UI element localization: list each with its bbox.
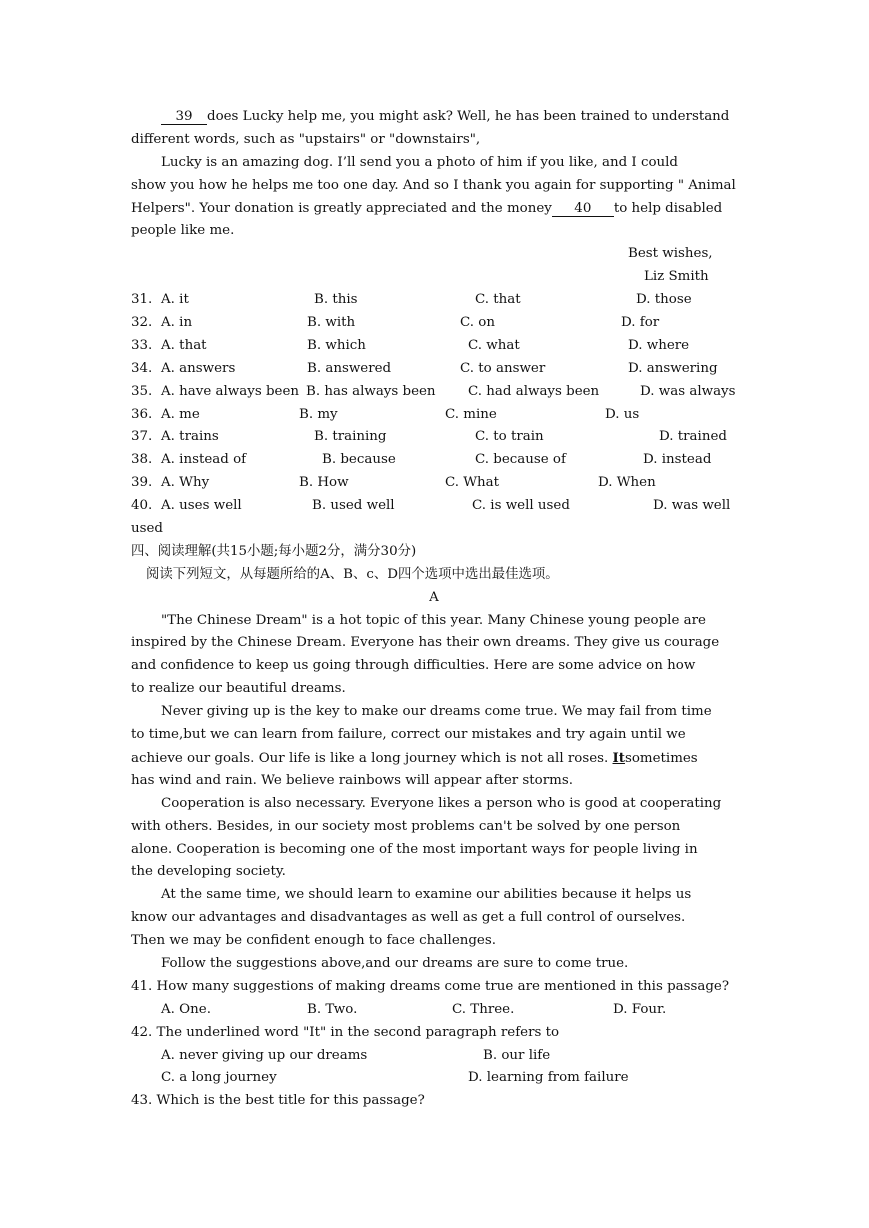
option-d[interactable]: D. instead	[643, 452, 712, 468]
passage-text: sometimes	[624, 750, 698, 766]
question-number: 38.	[131, 452, 153, 468]
passage-line: to realize our beautiful dreams.	[131, 681, 346, 697]
option-a[interactable]: A. trains	[161, 429, 219, 445]
option-c[interactable]: C. to train	[475, 429, 544, 445]
question-row-38	[131, 449, 737, 472]
question-number: 31.	[131, 292, 153, 308]
option-b[interactable]: B. because	[322, 452, 396, 468]
option-d[interactable]: D. trained	[659, 429, 727, 445]
section-instruction: 阅读下列短文，从每题所给的A、B、c、D四个选项中选出最佳选项。	[146, 566, 559, 582]
passage-line: has wind and rain. We believe rainbows will appear after storms.	[131, 772, 573, 788]
option-a[interactable]: A. in	[161, 315, 193, 331]
exam-page	[131, 106, 737, 1113]
question-43-stem: 43. Which is the best title for this passage?	[131, 1093, 425, 1109]
option-b[interactable]: B. training	[314, 429, 387, 445]
passage-label: A	[429, 589, 439, 605]
letter-line: Lucky is an amazing dog. I’ll send you a photo of him if you like, and I could	[161, 154, 678, 170]
option-d[interactable]: D. was always	[640, 383, 736, 399]
option-d[interactable]: D. learning from failure	[468, 1070, 629, 1086]
question-row-37	[131, 426, 737, 449]
section-heading: 四、阅读理解(共15小题;每小题2分，满分30分)	[131, 543, 417, 559]
question-42-options	[131, 1067, 737, 1090]
letter-text: to help disabled	[613, 200, 723, 216]
question-number: 34.	[131, 360, 153, 376]
option-c[interactable]: C. Three.	[452, 1001, 515, 1017]
passage-line: to time,but we can learn from failure, correct our mistakes and try again until we	[131, 727, 686, 743]
option-a[interactable]: A. answers	[161, 360, 236, 376]
passage-line: At the same time, we should learn to examine our abilities because it helps us	[161, 887, 692, 903]
option-b[interactable]: B. Two.	[307, 1001, 358, 1017]
option-a[interactable]: A. me	[161, 406, 200, 422]
letter-line	[131, 198, 737, 221]
question-42-options	[131, 1045, 737, 1068]
question-row-40	[131, 495, 737, 518]
question-row-31	[131, 289, 737, 312]
passage-line	[131, 747, 737, 770]
underlined-word: It	[612, 749, 625, 766]
letter-text: does Lucky help me, you might ask? Well, he has been trained to understand	[207, 109, 730, 124]
answer-blank-39: 39	[161, 109, 207, 125]
option-a[interactable]: A. Why	[161, 475, 210, 491]
option-d[interactable]: D. those	[636, 292, 692, 308]
letter-signature: Liz Smith	[644, 269, 709, 285]
letter-line: people like me.	[131, 223, 235, 239]
question-41-options	[131, 999, 737, 1022]
question-number: 32.	[131, 315, 153, 331]
question-row-36	[131, 404, 737, 427]
question-row-39	[131, 472, 737, 495]
option-b[interactable]: B. our life	[483, 1047, 551, 1063]
option-a[interactable]: A. that	[161, 337, 207, 353]
option-b[interactable]: B. with	[307, 315, 356, 331]
passage-line: Follow the suggestions above,and our dreams are sure to come true.	[161, 955, 629, 971]
option-b[interactable]: B. my	[299, 406, 338, 422]
option-d[interactable]: D. for	[621, 315, 660, 331]
question-number: 36.	[131, 406, 153, 422]
question-42-stem: 42. The underlined word "It" in the second paragraph refers to	[131, 1024, 560, 1040]
option-c[interactable]: C. had always been	[468, 383, 600, 399]
letter-closing: Best wishes,	[628, 246, 713, 262]
option-c[interactable]: C. what	[468, 337, 520, 353]
question-number: 33.	[131, 337, 153, 353]
question-row-34	[131, 358, 737, 381]
passage-line: with others. Besides, in our society most problems can't be solved by one person	[131, 818, 681, 834]
option-b[interactable]: B. How	[299, 475, 349, 491]
question-number: 37.	[131, 429, 153, 445]
option-d[interactable]: D. us	[605, 406, 640, 422]
option-c[interactable]: C. that	[475, 292, 521, 308]
option-a[interactable]: A. it	[161, 292, 189, 308]
question-number: 35.	[131, 383, 153, 399]
option-c[interactable]: C. on	[460, 315, 495, 331]
answer-blank-40: 40	[552, 201, 614, 217]
passage-line: inspired by the Chinese Dream. Everyone has their own dreams. They give us courage	[131, 635, 720, 651]
passage-line: Never giving up is the key to make our dreams come true. We may fail from time	[161, 704, 712, 720]
option-b[interactable]: B. which	[307, 337, 366, 353]
question-number: 40.	[131, 498, 153, 514]
passage-line: alone. Cooperation is becoming one of the most important ways for people living in	[131, 841, 698, 857]
letter-line: show you how he helps me too one day. And so I thank you again for supporting " Animal	[131, 177, 736, 193]
letter-text: Helpers". Your donation is greatly appreciated and the money	[131, 200, 552, 216]
option-c[interactable]: C. to answer	[460, 360, 546, 376]
option-a[interactable]: A. never giving up our dreams	[161, 1047, 368, 1063]
option-c[interactable]: C. mine	[445, 406, 497, 422]
question-row-35	[131, 381, 737, 404]
letter-line	[131, 106, 737, 129]
letter-line: different words, such as "upstairs" or "downstairs",	[131, 131, 481, 147]
question-row-32	[131, 312, 737, 335]
option-c[interactable]: C. a long journey	[161, 1070, 277, 1086]
passage-line: Cooperation is also necessary. Everyone likes a person who is good at cooperating	[161, 795, 722, 811]
option-a[interactable]: A. have always been	[161, 383, 299, 399]
option-b[interactable]: B. answered	[307, 360, 392, 376]
question-row-33	[131, 335, 737, 358]
passage-line: and confidence to keep us going through difficulties. Here are some advice on how	[131, 658, 696, 674]
option-c[interactable]: C. is well used	[472, 498, 570, 514]
option-wrap: used	[131, 521, 163, 537]
option-a[interactable]: A. instead of	[161, 452, 247, 468]
passage-line: the developing society.	[131, 864, 286, 880]
option-d[interactable]: D. When	[598, 475, 656, 491]
passage-line: "The Chinese Dream" is a hot topic of this year. Many Chinese young people are	[161, 612, 706, 628]
option-a[interactable]: A. One.	[161, 1001, 211, 1017]
option-d[interactable]: D. answering	[628, 360, 718, 376]
option-b[interactable]: B. this	[314, 292, 358, 308]
option-b[interactable]: B. used well	[312, 498, 395, 514]
question-41-stem: 41. How many suggestions of making dreams come true are mentioned in this passage?	[131, 978, 730, 994]
option-d[interactable]: D. was well	[653, 498, 731, 514]
option-d[interactable]: D. where	[628, 337, 690, 353]
option-b[interactable]: B. has always been	[306, 383, 436, 399]
option-d[interactable]: D. Four.	[613, 1001, 667, 1017]
passage-line: know our advantages and disadvantages as well as get a full control of ourselves.	[131, 910, 686, 926]
option-c[interactable]: C. What	[445, 475, 500, 491]
option-c[interactable]: C. because of	[475, 452, 566, 468]
option-a[interactable]: A. uses well	[161, 498, 242, 514]
passage-text: achieve our goals. Our life is like a long journey which is not all roses.	[131, 750, 609, 766]
passage-line: Then we may be confident enough to face challenges.	[131, 933, 496, 949]
question-number: 39.	[131, 475, 153, 491]
